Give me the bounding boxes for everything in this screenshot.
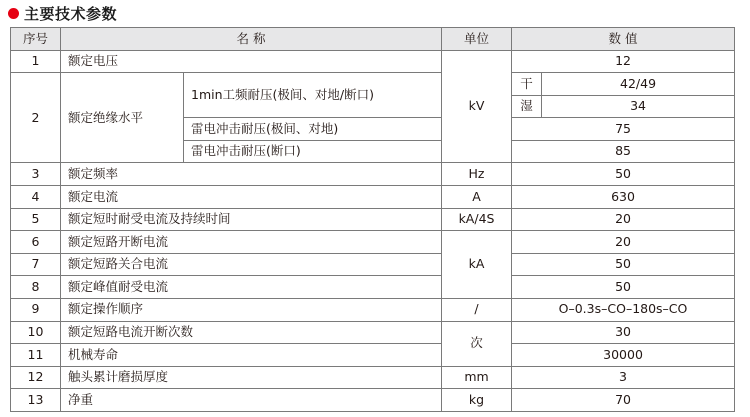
row-name: 机械寿命 <box>61 344 442 367</box>
table-row <box>11 253 735 276</box>
row-value: 3 <box>512 366 735 389</box>
row-name: 额定短时耐受电流及持续时间 <box>61 208 442 231</box>
row-no: 8 <box>11 276 61 299</box>
row-name: 额定操作顺序 <box>61 298 442 321</box>
row-value: 30000 <box>512 344 735 367</box>
sub-value: 85 <box>512 140 735 163</box>
row-name: 额定电压 <box>61 50 442 73</box>
header-no: 序号 <box>11 28 61 51</box>
dry-label: 干 <box>512 73 542 96</box>
table-row <box>11 186 735 209</box>
header-name: 名 称 <box>61 28 442 51</box>
row-name: 额定短路开断电流 <box>61 231 442 254</box>
table-row <box>11 389 735 412</box>
table-row <box>11 344 735 367</box>
row-no: 7 <box>11 253 61 276</box>
row-value: 50 <box>512 253 735 276</box>
row-no: 2 <box>11 73 61 163</box>
row-unit: / <box>442 298 512 321</box>
table-row <box>11 366 735 389</box>
spec-table <box>10 27 735 412</box>
row-unit: kA/4S <box>442 208 512 231</box>
dry-value: 42/49 <box>542 73 735 96</box>
row-name: 额定峰值耐受电流 <box>61 276 442 299</box>
table-row <box>11 276 735 299</box>
row-name: 额定绝缘水平 <box>61 73 184 163</box>
sub-value: 75 <box>512 118 735 141</box>
row-unit: kg <box>442 389 512 412</box>
row-value: 12 <box>512 50 735 73</box>
row-unit: mm <box>442 366 512 389</box>
sub-name: 1min工频耐压(极间、对地/断口) <box>184 73 442 118</box>
section-title: 主要技术参数 <box>24 4 118 23</box>
unit-kv: kV <box>442 50 512 163</box>
header-unit: 单位 <box>442 28 512 51</box>
row-no: 3 <box>11 163 61 186</box>
unit-times: 次 <box>442 321 512 366</box>
row-no: 1 <box>11 50 61 73</box>
table-row <box>11 231 735 254</box>
row-name: 额定频率 <box>61 163 442 186</box>
row-no: 4 <box>11 186 61 209</box>
row-value: 630 <box>512 186 735 209</box>
sub-name: 雷电冲击耐压(断口) <box>184 140 442 163</box>
table-row <box>11 50 735 73</box>
header-value: 数 值 <box>512 28 735 51</box>
row-value: O–0.3s–CO–180s–CO <box>512 298 735 321</box>
sub-name: 雷电冲击耐压(极间、对地) <box>184 118 442 141</box>
table-row <box>11 163 735 186</box>
row-no: 5 <box>11 208 61 231</box>
row-name: 额定短路电流开断次数 <box>61 321 442 344</box>
row-value: 20 <box>512 231 735 254</box>
row-name: 额定短路关合电流 <box>61 253 442 276</box>
row-value: 50 <box>512 163 735 186</box>
row-no: 9 <box>11 298 61 321</box>
row-name: 触头累计磨损厚度 <box>61 366 442 389</box>
row-no: 10 <box>11 321 61 344</box>
row-value: 50 <box>512 276 735 299</box>
unit-ka: kA <box>442 231 512 299</box>
wet-value: 34 <box>542 95 735 118</box>
bullet-dot-icon <box>8 8 19 19</box>
row-name: 净重 <box>61 389 442 412</box>
table-row <box>11 298 735 321</box>
row-no: 11 <box>11 344 61 367</box>
table-header-row <box>11 28 735 51</box>
row-no: 12 <box>11 366 61 389</box>
section-heading <box>8 3 117 23</box>
row-value: 70 <box>512 389 735 412</box>
row-unit: Hz <box>442 163 512 186</box>
row-unit: A <box>442 186 512 209</box>
table-row <box>11 73 735 96</box>
row-no: 13 <box>11 389 61 412</box>
row-no: 6 <box>11 231 61 254</box>
row-value: 20 <box>512 208 735 231</box>
wet-label: 湿 <box>512 95 542 118</box>
row-value: 30 <box>512 321 735 344</box>
row-name: 额定电流 <box>61 186 442 209</box>
table-row <box>11 321 735 344</box>
table-row <box>11 208 735 231</box>
